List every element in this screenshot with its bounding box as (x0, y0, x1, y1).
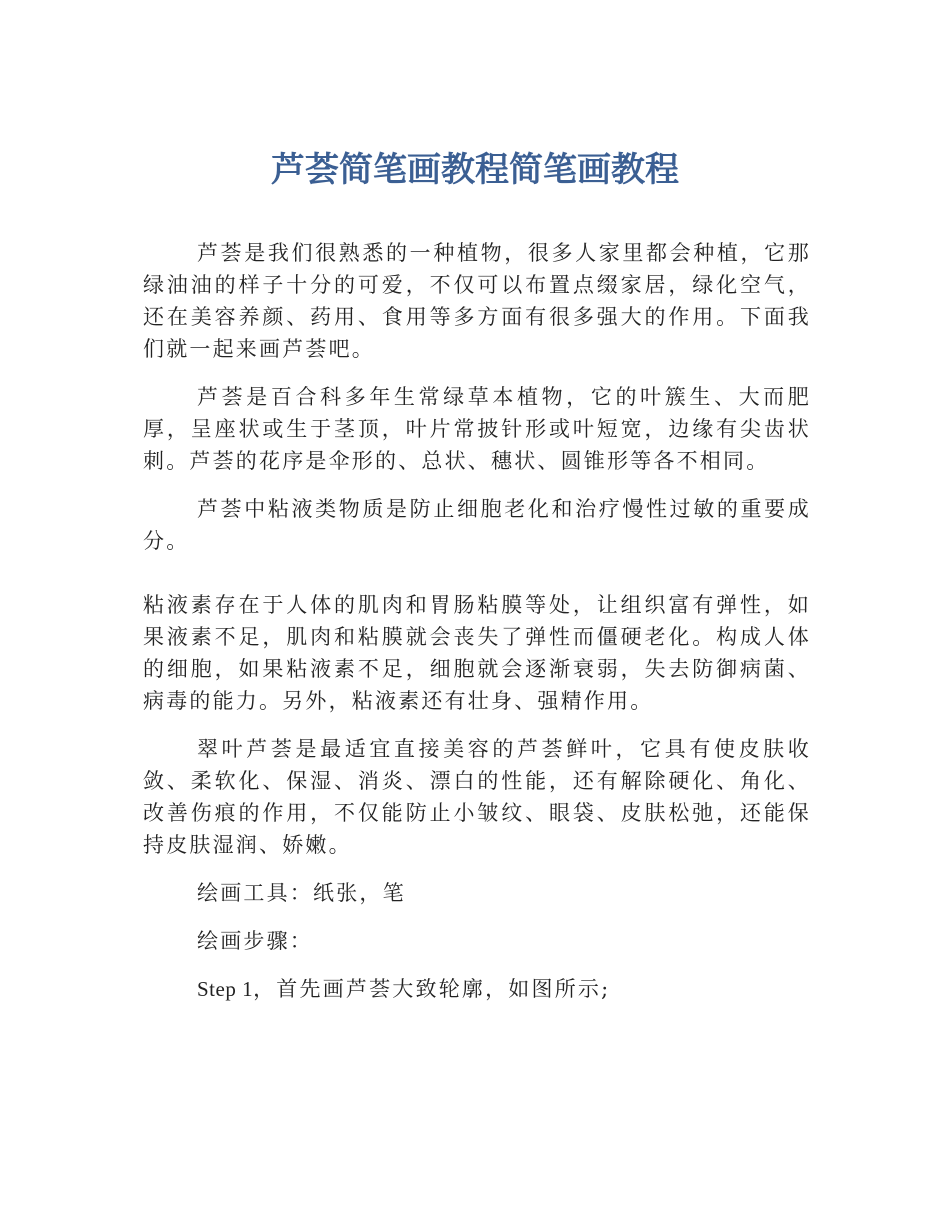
paragraph-description: 芦荟是百合科多年生常绿草本植物，它的叶簇生、大而肥厚，呈座状或生于茎顶，叶片常披针形或叶短宽，边缘有尖齿状刺。芦荟的花序是伞形的、总状、穗状、圆锥形等各不相同。 (143, 385, 811, 473)
paragraph-step-1 (143, 973, 811, 1005)
paragraph-intro: 芦荟是我们很熟悉的一种植物，很多人家里都会种植，它那绿油油的样子十分的可爱，不仅可以布置点缀家居，绿化空气，还在美容养颜、药用、食用等多方面有很多强大的作用。下面我们就一起来画芦荟吧。 (143, 241, 811, 361)
page-title: 芦荟简笔画教程简笔画教程 (271, 150, 679, 190)
paragraph-tools: 绘画工具：纸张，笔 (197, 881, 406, 905)
step-1-text: ，首先画芦荟大致轮廓，如图所示; (253, 977, 611, 1001)
paragraph-mucus-substance: 芦荟中粘液类物质是防止细胞老化和治疗慢性过敏的重要成分。 (143, 497, 811, 553)
document-body (143, 237, 811, 1021)
paragraph-steps-heading: 绘画步骤： (197, 929, 313, 953)
paragraph-mucin: 粘液素存在于人体的肌肉和胃肠粘膜等处，让组织富有弹性，如果液素不足，肌肉和粘膜就会丧失了弹性而僵硬老化。构成人体的细胞，如果粘液素不足，细胞就会逐渐衰弱，失去防御病菌、病毒的能力。另外，粘液素还有壮身、强精作用。 (143, 593, 811, 713)
step-1-label: Step 1 (197, 977, 254, 1001)
paragraph-beauty: 翠叶芦荟是最适宜直接美容的芦荟鲜叶，它具有使皮肤收敛、柔软化、保湿、消炎、漂白的性能，还有解除硬化、角化、改善伤痕的作用，不仅能防止小皱纹、眼袋、皮肤松弛，还能保持皮肤湿润、娇嫩。 (143, 737, 811, 857)
